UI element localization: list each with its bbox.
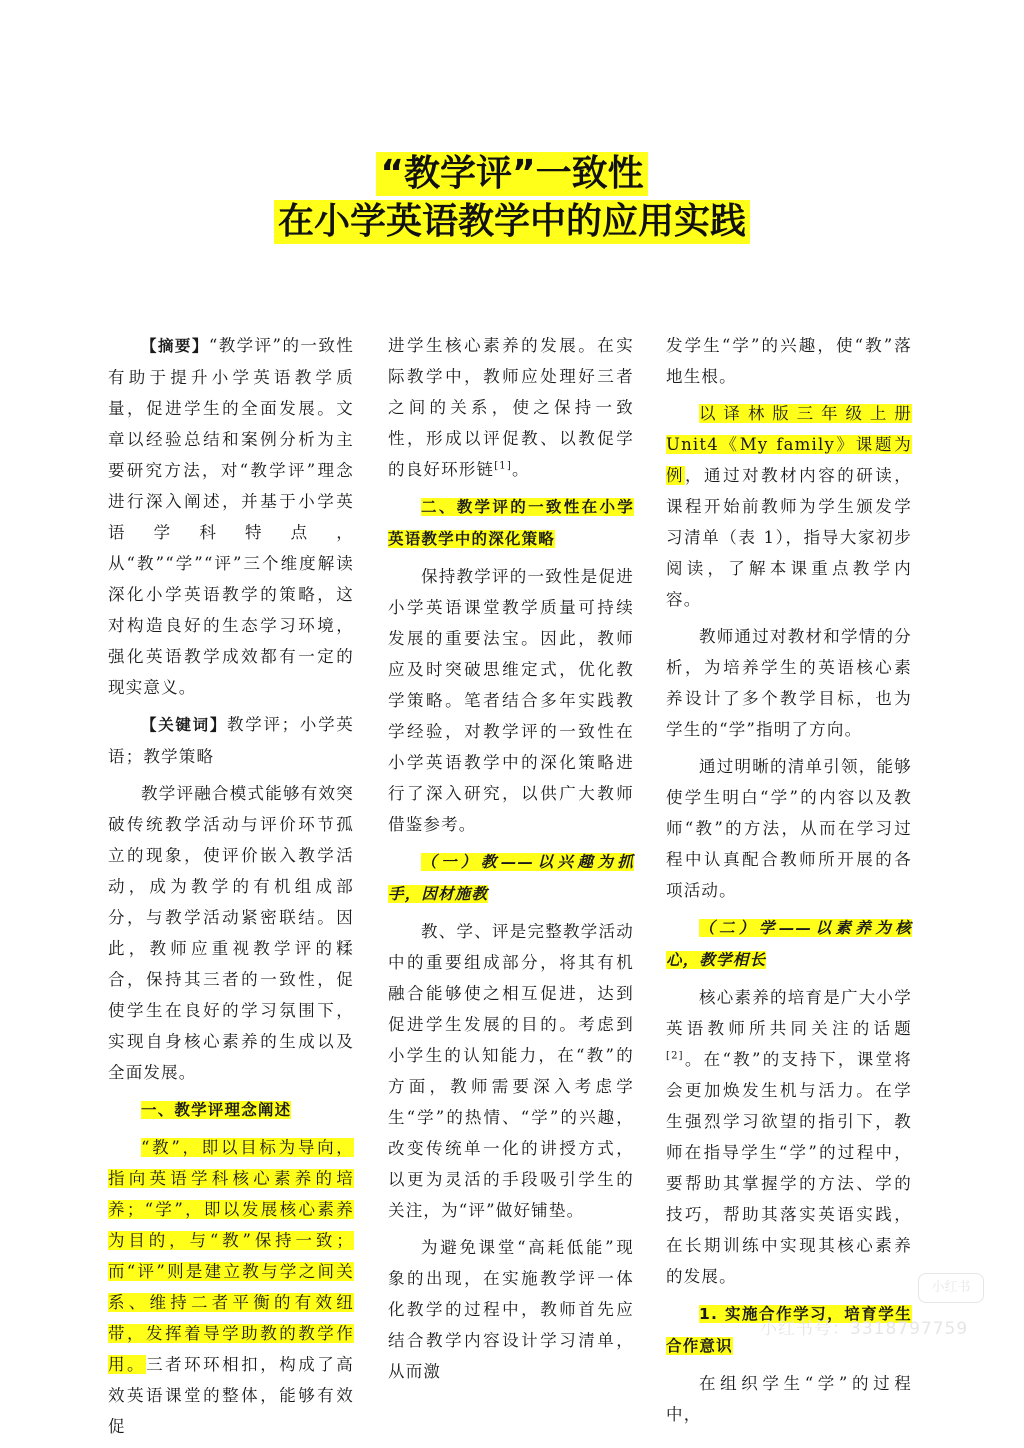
section-heading-1-text: 一、教学评理念阐述 — [141, 1101, 292, 1119]
section-heading-2-text: 二、教学评的一致性在小学英语教学中的深化策略 — [388, 498, 634, 548]
period: 。 — [511, 460, 530, 479]
keywords — [108, 709, 354, 772]
section-heading-2 — [388, 491, 634, 555]
concept-rest: 三者环环相扣，构成了高效英语课堂的整体，能够有效促 — [108, 1355, 355, 1436]
watermark-text: 小红书号：3318797759 — [760, 1319, 969, 1339]
abstract-text: “教学评”的一致性有助于提升小学英语教学质量，促进学生的全面发展。文章以经验总结和案例分析为主要研究方法，对“教学评”理念进行深入阐述，并基于小学英语学科特点，从“教”“学”“评”三个维度解读深化小学英语教学的策略，这对构造良好的生态学习环境，强化英语教学成效都有一定的现实意义。 — [108, 336, 354, 697]
section-heading-1 — [108, 1094, 354, 1126]
core-paragraph — [666, 982, 912, 1292]
column-2 — [388, 330, 634, 1393]
watermark-logo: 小红书 — [918, 1273, 984, 1303]
continued-paragraph-3: 发学生“学”的兴趣，使“教”落地生根。 — [666, 336, 912, 386]
teach-paragraph: 教、学、评是完整教学活动中的重要组成部分，将其有机融合能够使之相互促进，达到促进学生发展的目的。考虑到小学生的认知能力，在“教”的方面，教师需要深入考虑学生“学”的热情、“学”的兴趣，改变传统单一化的讲授方式，以更为灵活的手段吸引学生的关注，为“评”做好铺垫。 — [388, 922, 634, 1220]
title-line-1: “教学评”一致性 — [376, 152, 647, 196]
intro-paragraph: 教学评融合模式能够有效突破传统教学活动与评价环节孤立的现象，使评价嵌入教学活动，成为教学的有机组成部分，与教学活动紧密联结。因此，教师应重视教学评的糅合，保持其三者的一致性，促使学生在良好的学习氛围下，实现自身核心素养的生成以及全面发展。 — [108, 784, 354, 1082]
analysis-paragraph: 教师通过对教材和学情的分析，为培养学生的英语核心素养设计了多个教学目标，也为学生的“学”指明了方向。 — [666, 627, 912, 739]
example-paragraph — [666, 398, 912, 615]
core-text-a: 核心素养的培育是广大小学英语教师所共同关注的话题 — [666, 988, 912, 1038]
abstract — [108, 330, 354, 703]
example-rest: ，通过对教材内容的研读，课程开始前教师为学生颁发学习清单（表 1），指导大家初步阅读，了解本课重点教学内容。 — [666, 466, 912, 609]
continued-text: 进学生核心素养的发展。在实际教学中，教师应处理好三者之间的关系，使之保持一致性，形成以评促教、以教促学的良好环形链 — [388, 336, 634, 479]
subheading-1-text: （一）教——以兴趣为抓手，因材施教 — [388, 853, 634, 903]
column-3 — [666, 330, 912, 1436]
keywords-text: 教学评；小学英语；教学策略 — [108, 715, 354, 766]
abstract-label: 【摘要】 — [141, 337, 209, 355]
concept-highlight: “教”，即以目标为导向，指向英语学科核心素养的培养；“学”，即以发展核心素养为目的，与“教”保持一致；而“评”则是建立教与学之间关系、维持二者平衡的有效纽带，发挥着导学助教的教学作用。 — [108, 1138, 354, 1374]
subheading-1 — [388, 846, 634, 910]
avoid-paragraph: 为避免课堂“高耗低能”现象的出现，在实施教学评一体化教学的过程中，教师首先应结合教学内容设计学习清单，从而激 — [388, 1238, 634, 1381]
subheading-2-text: （二）学——以素养为核心，教学相长 — [666, 919, 912, 969]
keywords-label: 【关键词】 — [141, 716, 228, 734]
title-line-2: 在小学英语教学中的应用实践 — [274, 200, 750, 244]
final-paragraph: 在组织学生“学”的过程中， — [666, 1374, 912, 1424]
column-1 — [108, 330, 354, 1448]
guidance-paragraph: 通过明晰的清单引领，能够使学生明白“学”的内容以及教师“教”的方法，从而在学习过程中认真配合教师所开展的各项活动。 — [666, 757, 912, 900]
article-title — [0, 152, 1024, 244]
concept-paragraph — [108, 1132, 354, 1442]
reference-1: [1] — [494, 460, 512, 472]
example-highlight: 以译林版三年级上册 Unit4《My family》课题为例 — [666, 404, 912, 485]
continued-paragraph — [388, 330, 634, 485]
core-text-b: 。在“教”的支持下，课堂将会更加焕发生机与活力。在学生强烈学习欲望的指引下，教师在指导学生“学”的过程中，要帮助其掌握学的方法、学的技巧，帮助其落实英语实践，在长期训练中实现其核心素养的发展。 — [666, 1050, 912, 1286]
subheading-3-text: 1. 实施合作学习，培育学生合作意识 — [666, 1305, 912, 1355]
strategy-paragraph: 保持教学评的一致性是促进小学英语课堂教学质量可持续发展的重要法宝。因此，教师应及时突破思维定式，优化教学策略。笔者结合多年实践教学经验，对教学评的一致性在小学英语教学中的深化策略进行了深入研究，以供广大教师借鉴参考。 — [388, 567, 634, 834]
reference-2: [2] — [666, 1050, 684, 1062]
subheading-2 — [666, 912, 912, 976]
